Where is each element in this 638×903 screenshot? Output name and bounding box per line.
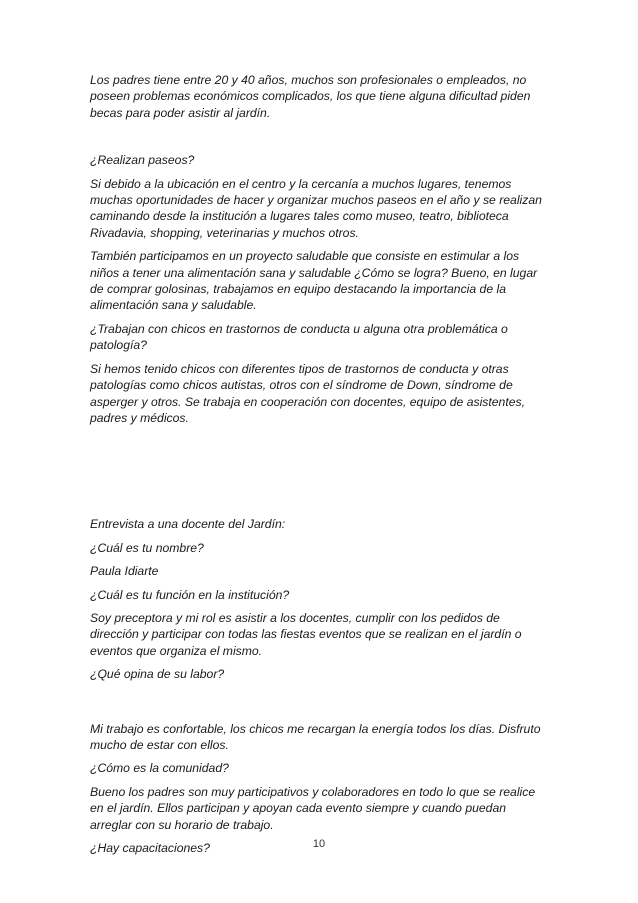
- question-outings: ¿Realizan paseos?: [90, 153, 195, 168]
- question-disorders: ¿Trabajan con chicos en trastornos de conducta u alguna otra problemática o patología?: [90, 321, 508, 353]
- question-opinion: ¿Qué opina de su labor?: [90, 667, 225, 682]
- paragraph-healthy-project: También participamos en un proyecto saludable que consiste en estimular a los niños a tener una alimentación sana y saludable ¿Cómo se logra? Bueno, en lugar de comprar golosinas, trabajamos en equipo destacando la importancia de la alimentación sana y saludable.: [90, 249, 538, 313]
- question-training: ¿Hay capacitaciones?: [90, 841, 210, 855]
- answer-community: Bueno los padres son muy participativos y colaboradores en todo lo que se realice en el jardín. Ellos participan y apoyan cada evento siempre y cuando puedan arreglar con su horario de trabajo.: [90, 784, 536, 832]
- question-name: ¿Cuál es tu nombre?: [90, 540, 204, 555]
- question-community: ¿Cómo es la comunidad?: [90, 761, 229, 776]
- answer-name: Paula Idiarte: [90, 564, 159, 579]
- page-number: 10: [312, 838, 326, 850]
- answer-disorders: Si hemos tenido chicos con diferentes tipos de trastornos de conducta y otras patologías como chicos autistas, otros con el síndrome de Down, síndrome de asperger y otros. Se trabaja en cooperación con docentes, equipo de asistentes, padres y médicos.: [90, 361, 525, 425]
- paragraph-parents-description: Los padres tiene entre 20 y 40 años, muchos son profesionales o empleados, no poseen problemas económicos complicados, los que tiene alguna dificultad piden becas para poder asistir al jardín.: [90, 73, 531, 120]
- answer-opinion: Mi trabajo es confortable, los chicos me recargan la energía todos los días. Disfruto mucho de estar con ellos.: [90, 721, 541, 752]
- question-role: ¿Cuál es tu función en la institución?: [90, 587, 290, 602]
- answer-outings: Si debido a la ubicación en el centro y la cercanía a muchos lugares, tenemos muchas oportunidades de hacer y organizar muchos paseos en el año y se realizan caminando desde la institución a lugares tales como museo, teatro, biblioteca Rivadavia, shopping, veterinarias y muchos otros.: [90, 176, 542, 240]
- interview-heading: Entrevista a una docente del Jardín:: [90, 517, 286, 532]
- page-content: [90, 72, 550, 856]
- answer-role: Soy preceptora y mi rol es asistir a los docentes, cumplir con los pedidos de dirección y participar con todas las fiestas eventos que se realizan en el jardín o eventos que organiza el mismo.: [90, 610, 522, 658]
